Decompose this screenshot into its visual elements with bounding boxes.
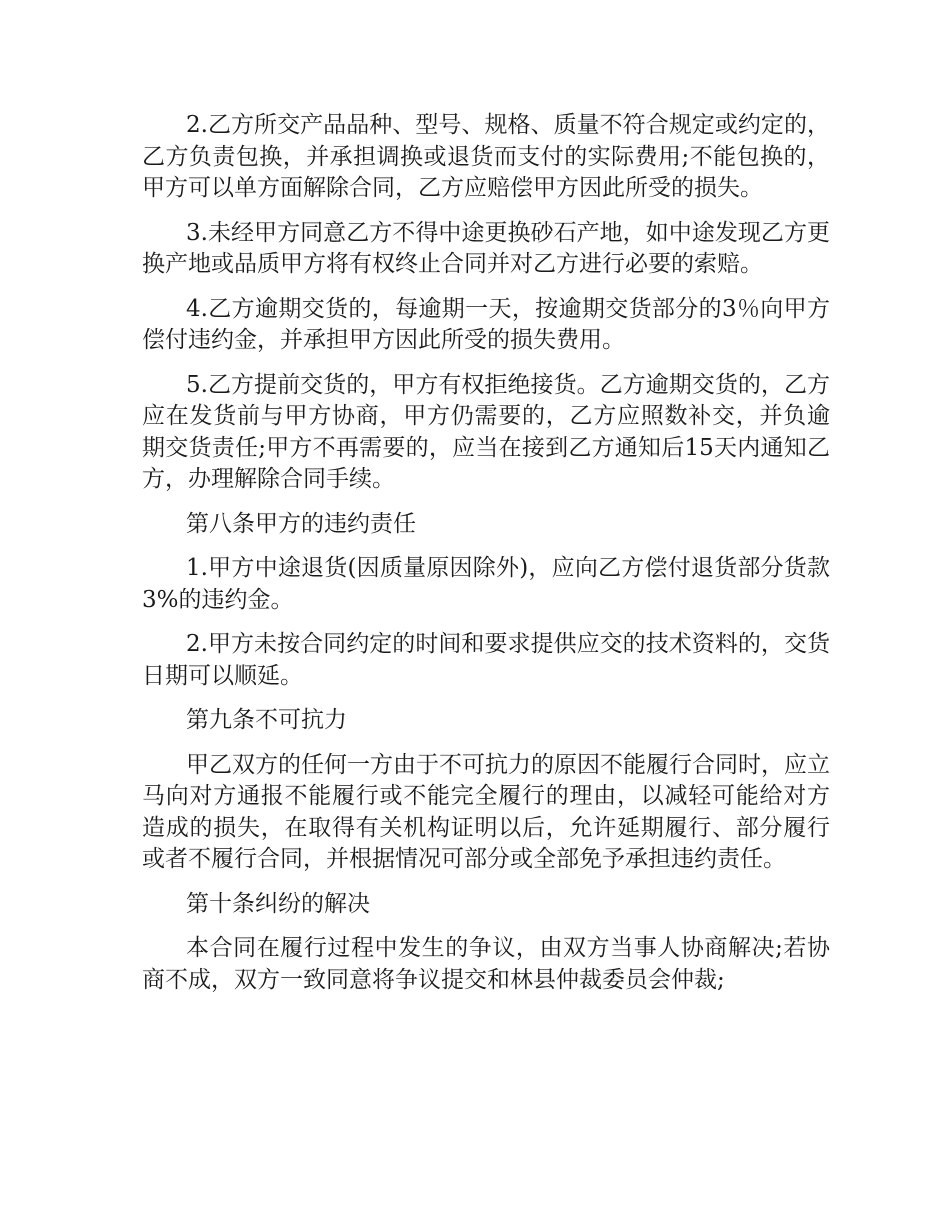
section-heading: 第八条甲方的违约责任 xyxy=(186,510,416,537)
clause-paragraph: 2.乙方所交产品品种、型号、规格、质量不符合规定或约定的，乙方负责包换，并承担调换或退货而支付的实际费用;不能包换的，甲方可以单方面解除合同，乙方应赔偿甲方因此所受的损失。 xyxy=(142,112,830,201)
clause-paragraph: 甲乙双方的任何一方由于不可抗力的原因不能履行合同时，应立马向对方通报不能履行或不能完全履行的理由，以减轻可能给对方造成的损失，在取得有关机构证明以后，允许延期履行、部分履行或者不履行合同，并根据情况可部分或全部免予承担违约责任。 xyxy=(142,751,830,872)
clause-paragraph: 1.甲方中途退货(因质量原因除外)，应向乙方偿付退货部分货款3%的违约金。 xyxy=(142,555,830,613)
section-heading: 第九条不可抗力 xyxy=(186,707,347,733)
clause-paragraph: 2.甲方未按合同约定的时间和要求提供应交的技术资料的，交货日期可以顺延。 xyxy=(142,631,830,689)
clause-paragraph: 5.乙方提前交货的，甲方有权拒绝接货。乙方逾期交货的，乙方应在发货前与甲方协商，甲方仍需要的，乙方应照数补交，并负逾期交货责任;甲方不再需要的，应当在接到乙方通知后15天内通知乙方，办理解除合同手续。 xyxy=(142,371,830,492)
section-heading: 第十条纠纷的解决 xyxy=(186,890,370,917)
clause-paragraph: 本合同在履行过程中发生的争议，由双方当事人协商解决;若协商不成，双方一致同意将争议提交和林县仲裁委员会仲裁; xyxy=(142,935,830,993)
clause-paragraph: 4.乙方逾期交货的，每逾期一天，按逾期交货部分的3％向甲方偿付违约金，并承担甲方因此所受的损失费用。 xyxy=(142,295,830,353)
document-body xyxy=(142,110,830,1009)
clause-paragraph: 3.未经甲方同意乙方不得中途更换砂石产地，如中途发现乙方更换产地或品质甲方将有权终止合同并对乙方进行必要的索赔。 xyxy=(142,219,830,277)
